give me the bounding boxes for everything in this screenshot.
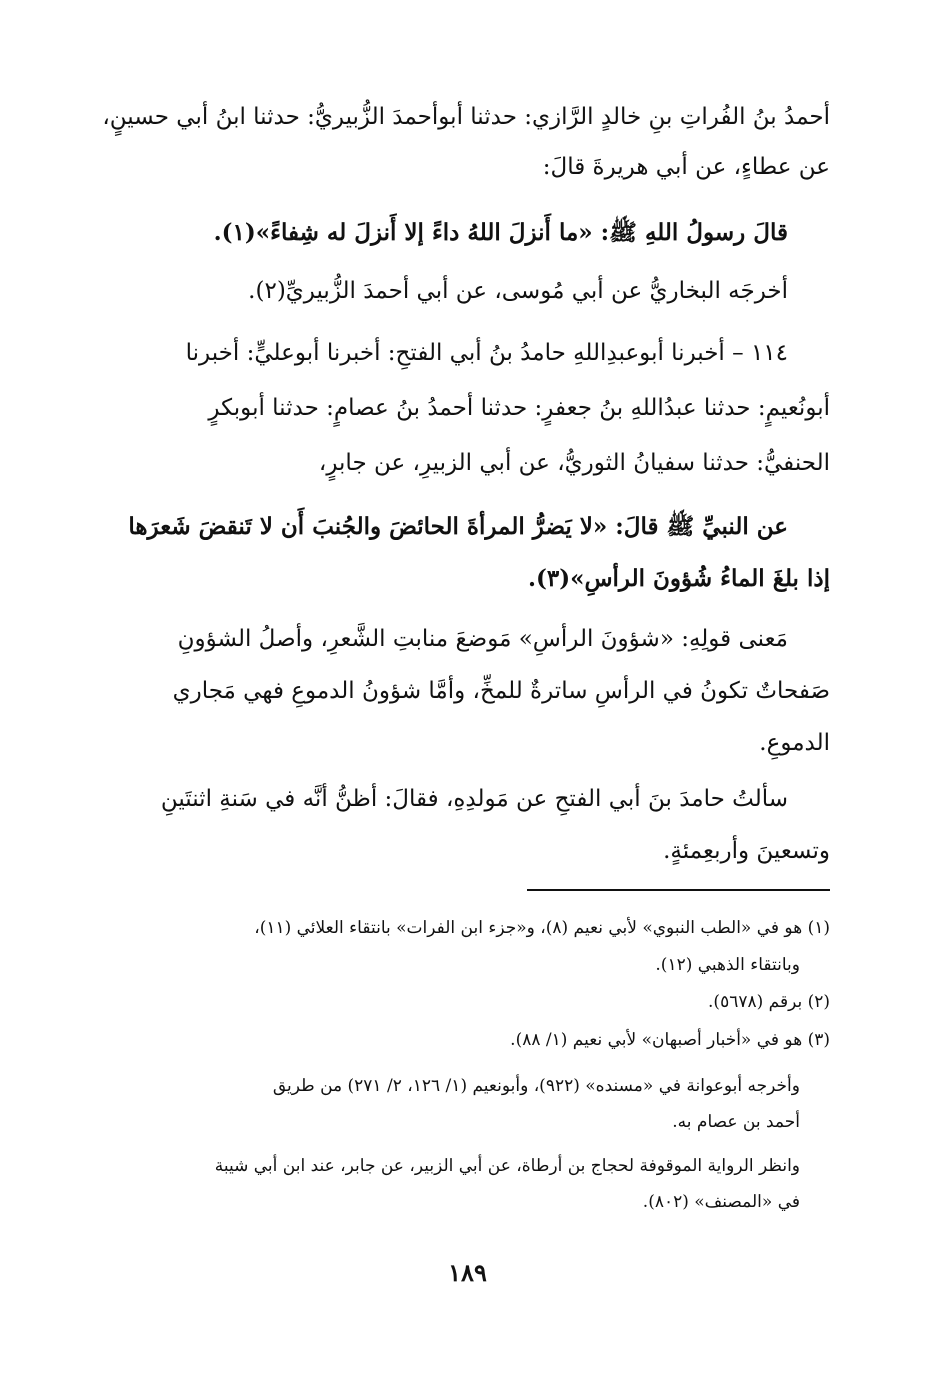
- footnote-line-6: أحمد بن عصام به.: [672, 1112, 800, 1132]
- hadith-text-2a: عن النبيِّ ﷺ قالَ: «لا يَضرُّ المرأةَ الحائضَ والجُنبَ أَن لا تَنقضَ شَعرَها: [128, 513, 788, 540]
- main-line-1: أحمدُ بنُ الفُراتِ بنِ خالدٍ الرَّازي: حدثنا أبوأحمدَ الزُّبيريُّ: حدثنا ابنُ أبي حسينٍ،: [102, 104, 830, 130]
- main-line-12: الدموعِ.: [759, 730, 830, 756]
- main-line-10: مَعنى قولِهِ: «شؤونَ الرأسِ» مَوضعَ منابتِ الشَّعرِ، وأصلُ الشؤونِ: [177, 626, 788, 652]
- main-line-2: عن عطاءٍ، عن أبي هريرةَ قالَ:: [542, 154, 830, 180]
- page-number: ١٨٩: [448, 1258, 487, 1287]
- main-line-14: وتسعينَ وأربعِمئةٍ.: [663, 838, 830, 864]
- footnote-line-5: وأخرجه أبوعوانة في «مسنده» (٩٢٢)، وأبونعيم (١/ ١٢٦، ٢/ ٢٧١) من طريق: [272, 1076, 800, 1096]
- footnote-line-7: وانظر الرواية الموقوفة لحجاج بن أرطاة، عن أبي الزبير، عن جابر، عند ابن أبي شيبة: [214, 1156, 800, 1176]
- main-line-11: صَفحاتٌ تكونُ في الرأسِ ساترةٌ للمخِّ، وأمَّا شؤونُ الدموعِ فهي مَجاري: [172, 678, 830, 704]
- footnote-line-2: وبانتقاء الذهبي (١٢).: [655, 955, 800, 975]
- footnote-line-8: في «المصنف» (٨٠٢).: [642, 1192, 800, 1212]
- hadith-text-1: قالَ رسولُ اللهِ ﷺ: «ما أَنزلَ اللهُ داءً إلا أَنزلَ له شِفاءً»(١).: [213, 219, 788, 246]
- footnote-line-1: (١) هو في «الطب النبوي» لأبي نعيم (٨)، و«جزء ابن الفرات» بانتقاء العلائي (١١)،: [254, 918, 830, 938]
- hadith-text-2b: إذا بلغَ الماءُ شُؤونَ الرأسِ»(٣).: [527, 565, 830, 592]
- main-line-7: الحنفيُّ: حدثنا سفيانُ الثوريُّ، عن أبي الزبيرِ، عن جابرٍ،: [318, 450, 830, 476]
- main-line-4: أخرجَه البخاريُّ عن أبي مُوسى، عن أبي أحمدَ الزُّبيريِّ(٢).: [248, 278, 788, 304]
- main-line-13: سألتُ حامدَ بنَ أبي الفتحِ عن مَولدِهِ، فقالَ: أظنُّ أنَّه في سَنةِ اثنتَينِ: [160, 786, 788, 812]
- main-line-6: أبونُعيمٍ: حدثنا عبدُاللهِ بنُ جعفرٍ: حدثنا أحمدُ بنُ عصامٍ: حدثنا أبوبكرٍ: [208, 395, 830, 421]
- footnote-divider: [527, 889, 830, 891]
- footnote-line-4: (٣) هو في «أخبار أصبهان» لأبي نعيم (١/ ٨٨).: [510, 1030, 830, 1050]
- footnote-line-3: (٢) برقم (٥٦٧٨).: [708, 992, 830, 1012]
- main-line-5: ١١٤ – أخبرنا أبوعبدِاللهِ حامدُ بنُ أبي الفتحِ: أخبرنا أبوعليٍّ: أخبرنا: [185, 340, 788, 366]
